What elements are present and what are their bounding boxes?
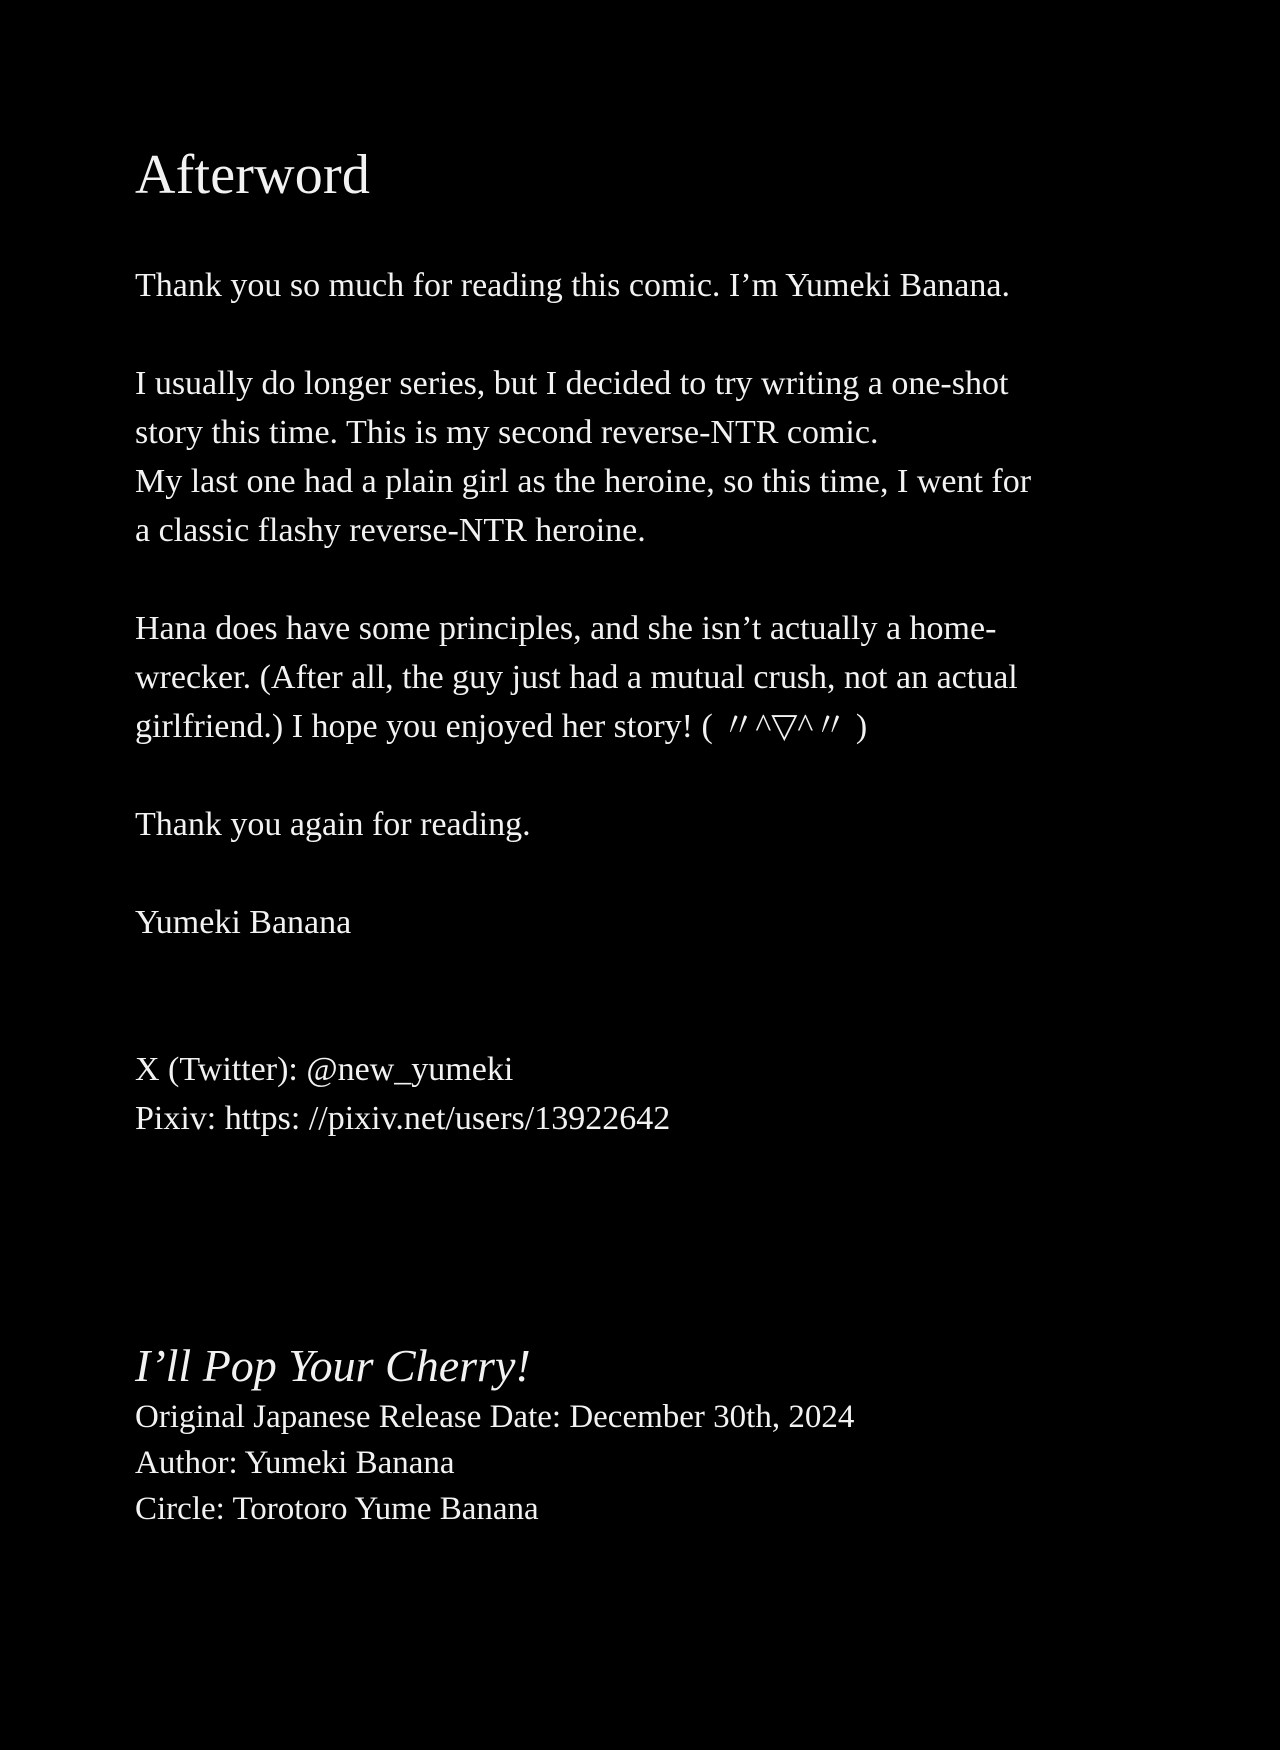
text-line: Hana does have some principles, and she isn’t actually a home- — [135, 610, 997, 647]
text-line: I usually do longer series, but I decided to try writing a one-shot — [135, 365, 1009, 402]
text-line: story this time. This is my second reverse-NTR comic. — [135, 414, 879, 451]
paragraph-about-hana — [135, 604, 1145, 751]
text-line: a classic flashy reverse-NTR heroine. — [135, 512, 646, 549]
work-title: I’ll Pop Your Cherry! — [135, 1340, 531, 1391]
paragraph-about-series — [135, 359, 1145, 555]
text-line: wrecker. (After all, the guy just had a mutual crush, not an actual — [135, 659, 1018, 696]
social-links — [135, 1045, 1145, 1143]
text-line: Yumeki Banana — [135, 904, 352, 941]
author-signature — [135, 898, 1145, 947]
text-line: girlfriend.) I hope you enjoyed her story! ( 〃^▽^〃 ) — [135, 708, 868, 745]
circle-credit: Circle: Torotoro Yume Banana — [135, 1491, 539, 1527]
twitter-link[interactable]: X (Twitter): @new_yumeki — [135, 1051, 514, 1088]
credits-block — [135, 1338, 1145, 1532]
text-line: Thank you again for reading. — [135, 806, 531, 843]
page-title: Afterword — [135, 144, 371, 206]
text-line: My last one had a plain girl as the heroine, so this time, I went for — [135, 463, 1032, 500]
paragraph-thanks-again — [135, 800, 1145, 849]
paragraph-thanks — [135, 261, 1145, 310]
text-line: Thank you so much for reading this comic. I’m Yumeki Banana. — [135, 267, 1010, 304]
author-credit: Author: Yumeki Banana — [135, 1445, 455, 1481]
release-date: Original Japanese Release Date: December 30th, 2024 — [135, 1399, 855, 1435]
pixiv-link[interactable]: Pixiv: https: //pixiv.net/users/13922642 — [135, 1100, 671, 1137]
